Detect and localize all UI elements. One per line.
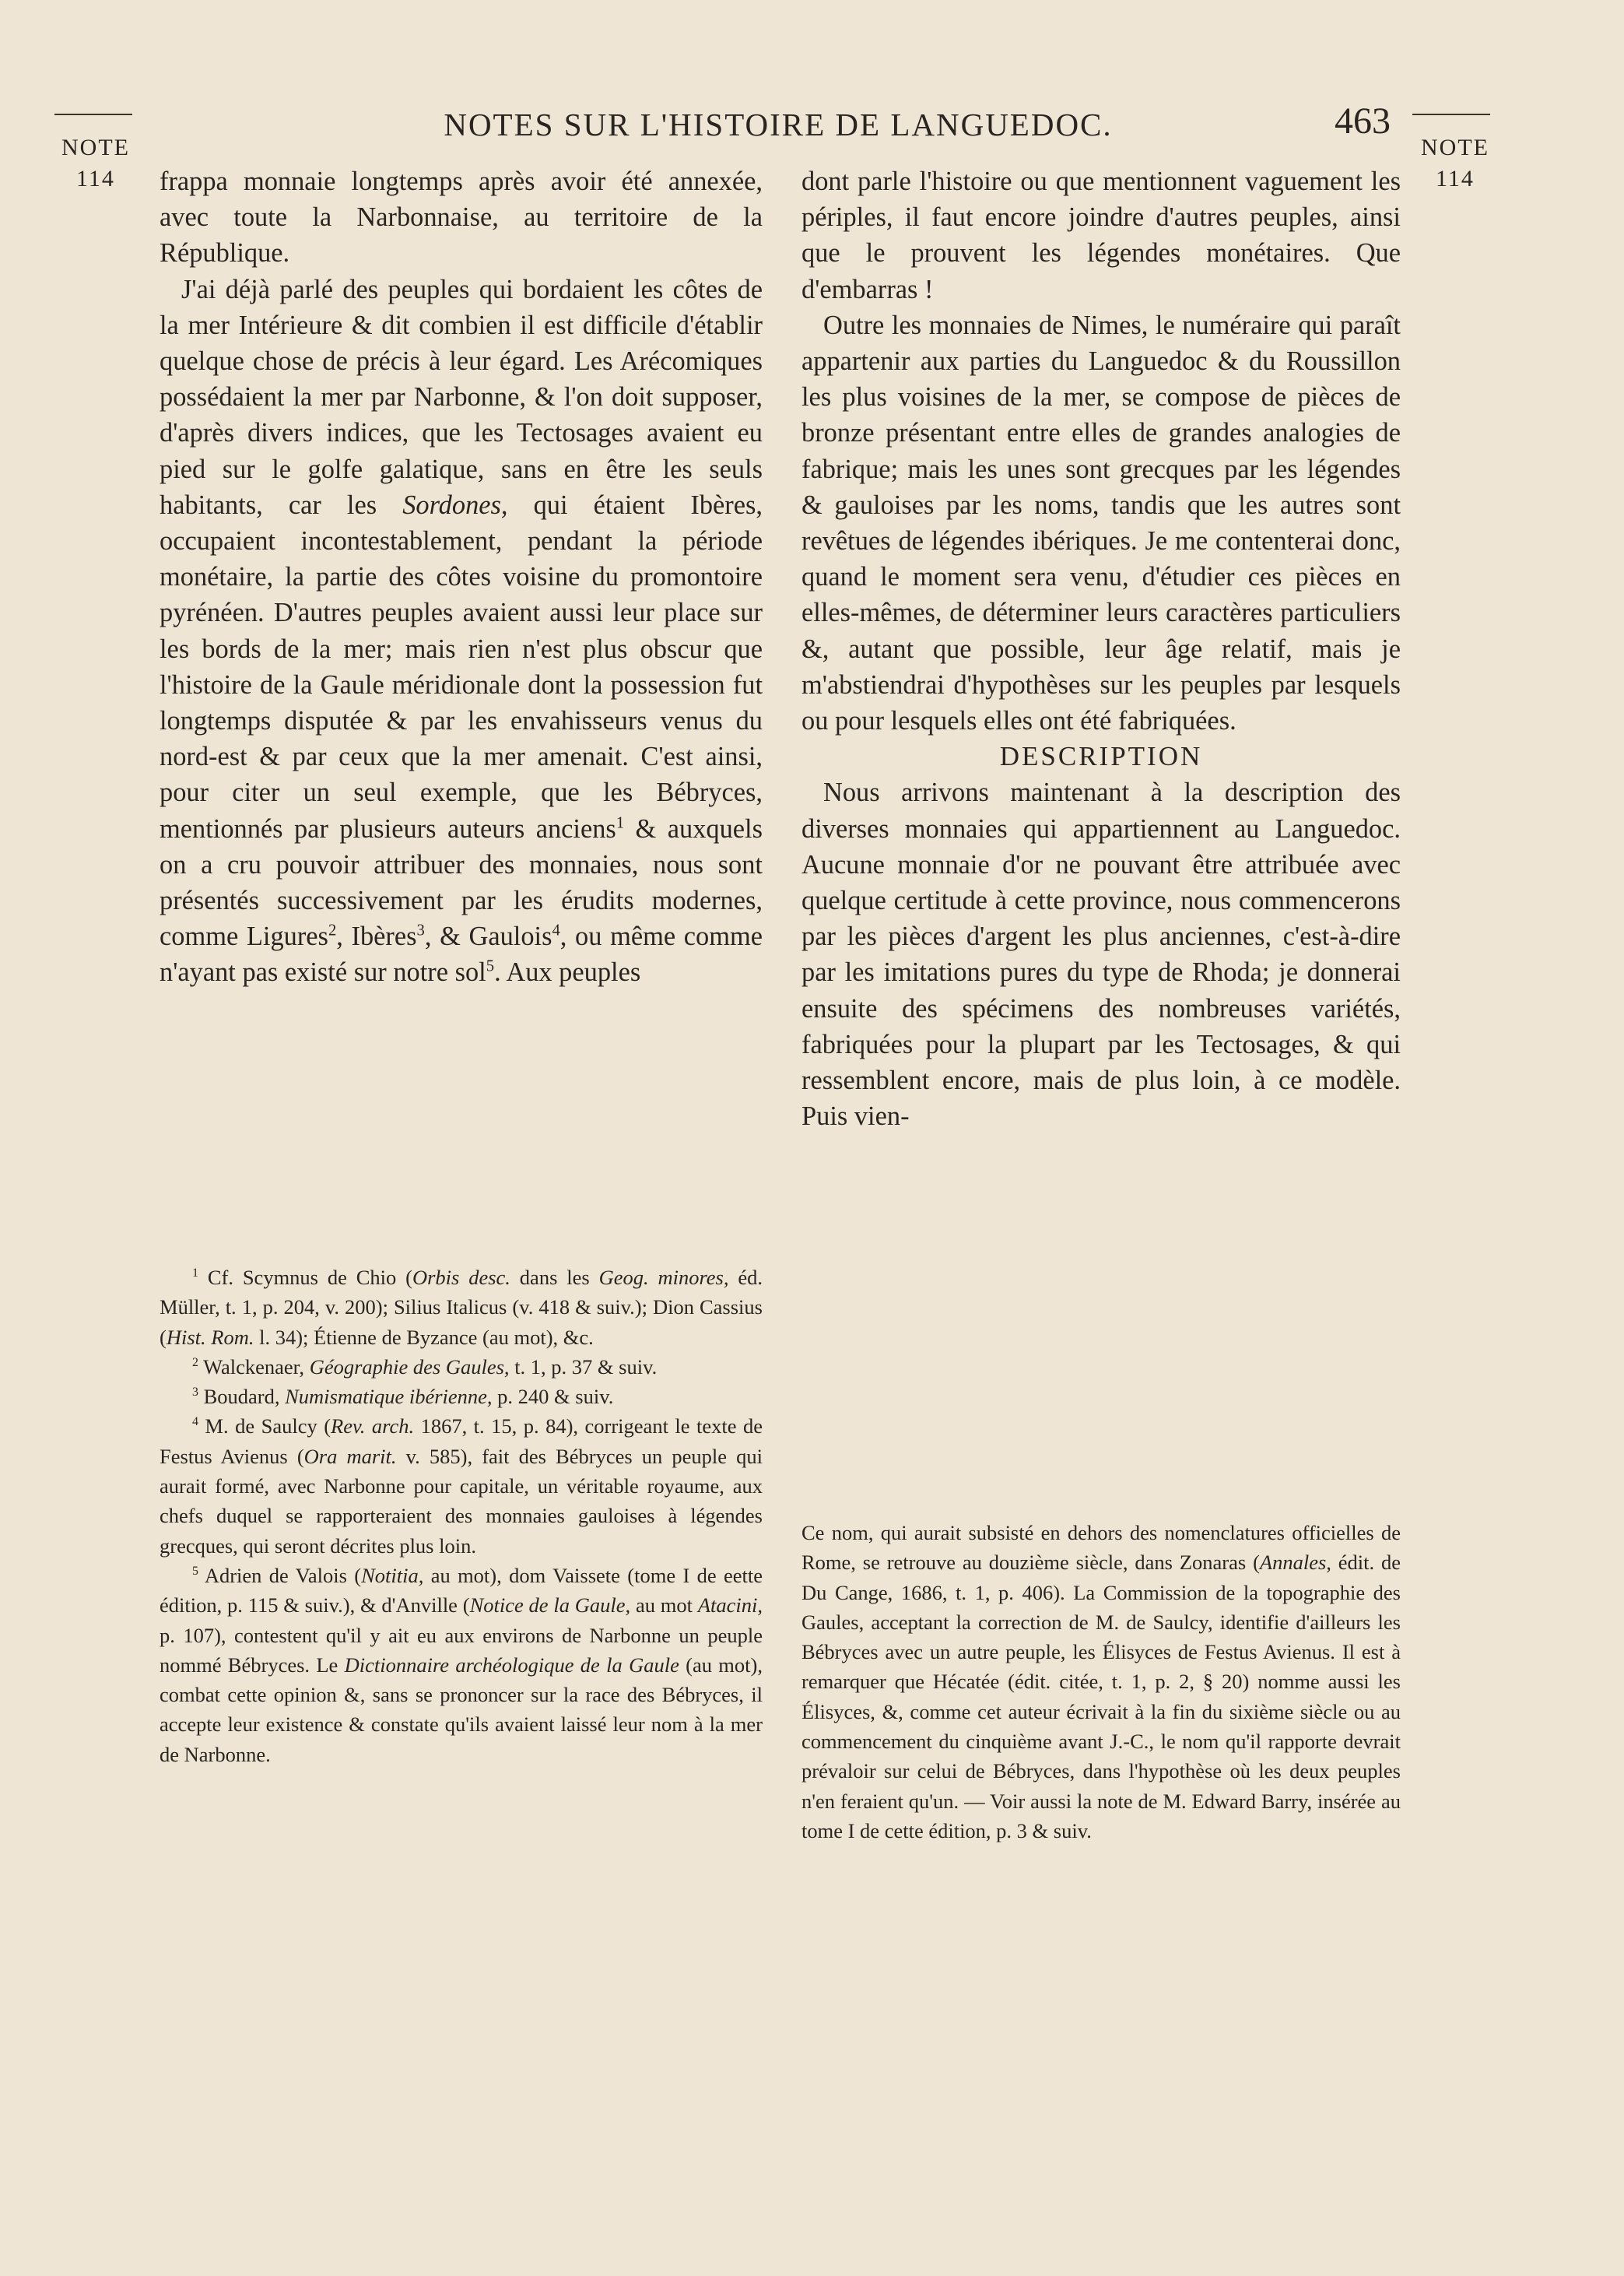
footnote-continuation	[801, 1518, 1401, 1846]
text-segment: Walckenaer,	[198, 1354, 310, 1379]
footnote-1	[160, 1263, 763, 1352]
footnotes-right	[801, 1518, 1401, 1846]
text-segment: v. 585), fait des Bébryces un peuple qui aurait formé, avec Narbonne pour capitale, un véritable royaume, aux chefs duquel se rapporteraient des monnaies gauloises à légendes grecques, qui seront décrites plus loin.	[160, 1444, 763, 1558]
italic-title: Geog. minores,	[598, 1266, 729, 1289]
footnote-5	[160, 1561, 763, 1769]
italic-title: Atacini,	[697, 1593, 763, 1617]
section-title: DESCRIPTION	[999, 741, 1203, 772]
page-number: 463	[1335, 100, 1391, 142]
text-segment: , ou même comme n'ayant pas existé sur notre sol	[160, 922, 763, 988]
italic-title: Notitia,	[361, 1563, 424, 1587]
footnote-ref[interactable]: 2	[328, 922, 337, 940]
text-segment: Cf. Scymnus de Chio (	[198, 1266, 412, 1289]
right-margin-rule	[1412, 114, 1490, 115]
text-segment: p. 240 & suiv.	[492, 1385, 614, 1409]
italic-title: Ora marit.	[303, 1444, 397, 1468]
right-margin-note	[1412, 132, 1498, 195]
italic-title: Orbis desc.	[412, 1266, 510, 1289]
left-paragraph-2	[160, 272, 763, 991]
text-segment: Adrien de Valois (	[198, 1563, 362, 1587]
left-margin-rule	[54, 114, 132, 115]
text-segment: , & Gaulois	[424, 922, 552, 952]
text-segment: t. 1, p. 37 & suiv.	[509, 1354, 658, 1379]
text-segment: p. 107), contestent qu'il y ait eu aux environs de Narbonne un peuple nommé Bébryces. Le	[160, 1623, 763, 1677]
italic-title: Notice de la Gaule,	[469, 1593, 631, 1617]
text-segment: 1867, t. 15, p. 84), corrigeant le texte de Festus Avienus (	[160, 1414, 763, 1468]
footnote-ref[interactable]: 5	[486, 958, 495, 975]
footnote-3	[160, 1382, 763, 1411]
italic-title: Dictionnaire archéologique de la Gaule	[344, 1653, 679, 1677]
left-paragraph-1: frappa monnaie longtemps après avoir été annexée, avec toute la Narbonnaise, au territoire de la République.	[160, 167, 763, 269]
right-paragraph-1: dont parle l'histoire ou que mentionnent vaguement les périples, il faut encore joindre d'autres peuples, ainsi que le prouvent les légendes monétaires. Que d'embarras !	[801, 167, 1401, 304]
right-paragraph-2: Outre les monnaies de Nimes, le numéraire qui paraît appartenir aux parties du Languedoc & du Roussillon les plus voisines de la mer, se compose de pièces de bronze présentant entre elles de grandes analogies de fabrique; mais les unes sont grecques par les légendes & gauloises par les noms, tandis que les autres sont revêtues de légendes ibériques. Je me contenterai donc, quand le moment sera venu, d'étudier ces pièces en elles-mêmes, de déterminer leurs caractères particuliers &, autant que possible, leur âge relatif, mais je m'abstiendrai d'hypothèses sur les peuples par lesquels ou pour lesquels elles ont été fabriquées.	[801, 310, 1401, 736]
right-note-label: NOTE	[1421, 135, 1489, 160]
footnote-2	[160, 1352, 763, 1382]
italic-title: Hist. Rom.	[166, 1325, 254, 1349]
footnote-mark: 3	[192, 1386, 198, 1400]
text-segment: dans les	[510, 1266, 599, 1289]
italic-title: Numismatique ibérienne,	[285, 1385, 493, 1409]
text-segment: l. 34); Étienne de Byzance (au mot), &c.	[254, 1325, 594, 1349]
italic-title: Annales,	[1259, 1551, 1331, 1575]
right-note-number: 114	[1436, 166, 1475, 191]
italic-term: Sordones,	[402, 490, 508, 520]
text-segment: Boudard,	[198, 1385, 286, 1409]
left-note-number: 114	[76, 166, 115, 191]
footnote-mark: 5	[192, 1565, 198, 1579]
text-segment: au mot), dom Vaissete (tome I de eette édition, p. 115 & suiv.), & d'Anville (	[160, 1563, 763, 1617]
italic-title: Géographie des Gaules,	[309, 1354, 510, 1379]
right-column	[801, 163, 1401, 1134]
italic-title: Rev. arch.	[331, 1414, 415, 1438]
text-segment: qui étaient Ibères, occupaient incontestablement, pendant la période monétaire, la partie des côtes voisine du promontoire pyrénéen. D'autres peuples avaient aussi leur place sur les bords de la mer; mais rien n'est plus obscur que l'histoire de la Gaule méridionale dont la possession fut longtemps disputée & par les envahisseurs venus du nord-est & par ceux que la mer amenait. C'est ainsi, pour citer un seul exemple, que les Bébryces, mentionnés par plusieurs auteurs anciens	[160, 490, 763, 844]
footnote-ref[interactable]: 1	[616, 814, 625, 832]
text-segment: M. de Saulcy (	[198, 1414, 331, 1438]
right-paragraph-3: Nous arrivons maintenant à la description des diverses monnaies qui appartiennent au Languedoc. Aucune monnaie d'or ne pouvant être attribuée avec quelque certitude à cette province, nous commencerons par les pièces d'argent les plus anciennes, c'est-à-dire par les imitations pures du type de Rhoda; je donnerai ensuite des spécimens des nombreuses variétés, fabriquées pour la plupart par les Tectosages, & qui ressemblent encore, mais de plus loin, à ce modèle. Puis vien-	[801, 778, 1401, 1132]
footnote-mark: 1	[192, 1266, 198, 1280]
text-segment: Ce nom, qui aurait subsisté en dehors des nomenclatures officielles de Rome, se retrouve au douzième siècle, dans Zonaras (	[801, 1521, 1401, 1575]
text-segment: , Ibères	[336, 922, 417, 952]
text-segment: (au mot), combat cette opinion &, sans se prononcer sur la race des Bébryces, il accepte leur existence & constate qu'ils avaient laissé leur nom à la mer de Narbonne.	[160, 1653, 763, 1766]
footnote-4	[160, 1411, 763, 1560]
text-segment: & auxquels on a cru pouvoir attribuer des monnaies, nous sont présentés successivement par les érudits modernes, comme Ligures	[160, 813, 763, 952]
left-margin-note	[53, 132, 139, 195]
text-segment: édit. de Du Cange, 1686, t. 1, p. 406). La Commission de la topographie des Gaules, acceptant la correction de M. de Saulcy, identifie d'ailleurs les Bébryces avec un autre peuple, les Élisyces de Festus Avienus. Il est à remarquer que Hécatée (édit. citée, t. 1, p. 2, § 20) nomme aussi les Élisyces, &, comme cet auteur écrivait à la fin du sixième siècle ou au commencement du cinquième avant J.-C., le nom qu'il rapporte devrait prévaloir sur celui de Bébryces, dans l'hypothèse où les deux peuples n'en feraient qu'un. — Voir aussi la note de M. Edward Barry, insérée au tome I de cette édition, p. 3 & suiv.	[801, 1551, 1401, 1842]
left-column	[160, 163, 763, 991]
left-note-label: NOTE	[61, 135, 130, 160]
text-segment: éd. Müller, t. 1, p. 204, v. 200); Silius Italicus (v. 418 & suiv.); Dion Cassius (	[160, 1266, 763, 1349]
text-segment: . Aux peuples	[494, 957, 641, 988]
text-segment: au mot	[630, 1593, 698, 1617]
footnote-ref[interactable]: 4	[552, 922, 560, 940]
footnote-mark: 4	[192, 1415, 198, 1429]
running-head: NOTES SUR L'HISTOIRE DE LANGUEDOC.	[444, 107, 1113, 142]
text-segment: J'ai déjà parlé des peuples qui bordaient les côtes de la mer Intérieure & dit combien il est difficile d'établir quelque chose de précis à leur égard. Les Arécomiques possédaient la mer par Narbonne, & l'on doit supposer, d'après divers indices, que les Tectosages avaient eu pied sur le golfe galatique, sans en être les seuls habitants, car les	[160, 274, 763, 520]
footnotes-left	[160, 1263, 763, 1769]
footnote-ref[interactable]: 3	[416, 922, 425, 940]
footnote-mark: 2	[192, 1356, 198, 1370]
